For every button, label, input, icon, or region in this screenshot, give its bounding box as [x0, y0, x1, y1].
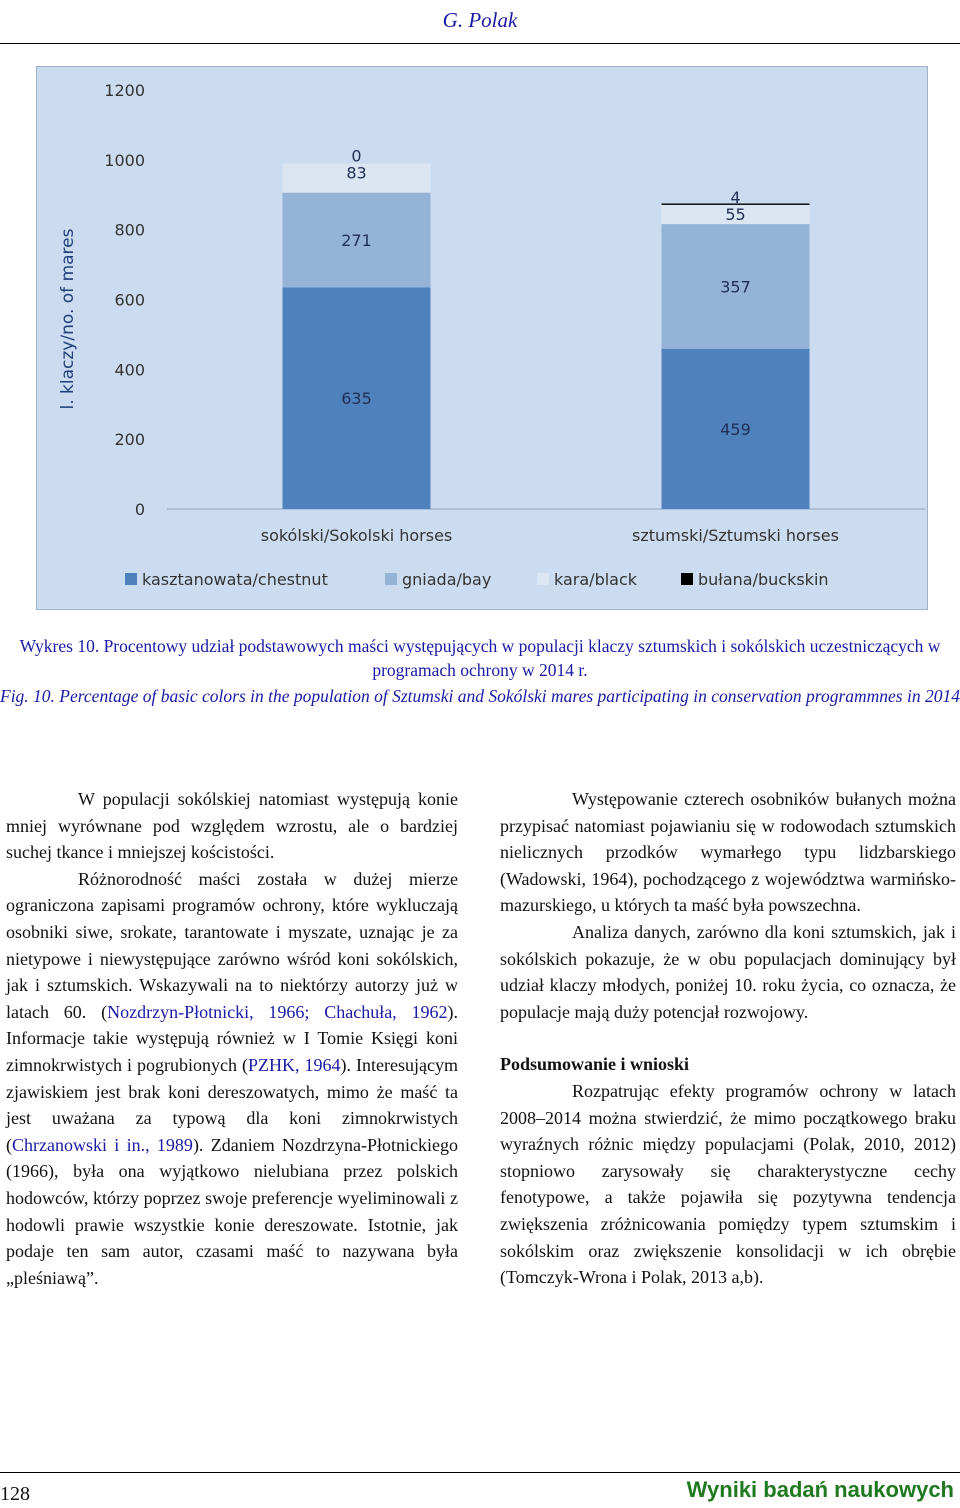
y-tick-label: 400 [114, 360, 145, 380]
figure-caption-english: Fig. 10. Percentage of basic colors in the population of Sztumski and Sokólski mares participating in conservation programmnes in 2014 [0, 686, 960, 706]
legend-label: kasztanowata/chestnut [142, 570, 328, 589]
paragraph: W populacji sokólskiej natomiast występują konie mniej wyrównane pod względem wzrostu, ale o bardziej suchej tkance i mniejszej kościstości. [6, 789, 458, 863]
footer-divider [0, 1472, 960, 1473]
y-tick-label: 200 [114, 430, 145, 450]
text-span: ). Zdaniem Nozdrzyna-Płotnickiego (1966), była ona wyjątkowo nielubiana przez polskich hodowców, którzy poprzez swoje preferencje wyeliminowali z hodowli prawie wszystkie konie dereszowate. Istotnie, jak podaje ten sam autor, czasami maść to nazywana była „pleśniawą”. [6, 1134, 458, 1288]
x-category-label: sokólski/Sokolski horses [260, 526, 453, 545]
data-label: 55 [725, 204, 746, 224]
legend-swatch [125, 573, 137, 585]
legend-swatch [681, 573, 693, 585]
data-label: 459 [720, 419, 751, 439]
data-label: 0 [351, 146, 362, 166]
left-text-column [6, 786, 458, 1291]
y-tick-label: 0 [134, 500, 145, 519]
header-divider [0, 43, 960, 44]
figure-caption-polish: Wykres 10. Procentowy udział podstawowych maści występujących w populacji klaczy sztumskich i sokólskich uczestniczących w programach ochrony w 2014 r. [19, 636, 941, 680]
paragraph: Analiza danych, zarówno dla koni sztumskich, jak i sokólskich pokazuje, że w obu populacjach dominujący był udział klaczy młodych, poniżej 10. roku życia, co oznacza, że populacje mają duży potencjał rozwojowy. [500, 921, 956, 1022]
y-tick-label: 1000 [104, 150, 145, 170]
right-text-column [500, 786, 956, 1291]
page-number: 128 [0, 1483, 30, 1505]
journal-title: Wyniki badań naukowych [686, 1477, 954, 1502]
legend-label: bułana/buckskin [698, 570, 829, 589]
citation: Chrzanowski i in., 1989 [12, 1134, 193, 1155]
stacked-bar-chart [36, 66, 928, 610]
data-label: 83 [346, 163, 367, 183]
citation: Nozdrzyn-Płotnicki, 1966; Chachuła, 1962 [107, 1001, 448, 1022]
legend-swatch [385, 573, 397, 585]
running-header-author: G. Polak [442, 8, 518, 32]
paragraph: Występowanie czterech osobników bułanych można przypisać natomiast pojawianiu się w rodowodach sztumskich nielicznych przodków wymarłego typu lidzbarskiego (Wadowski, 1964), pochodzącego z województwa warmińsko-mazurskiego, u których ta maść była powszechna. [500, 789, 956, 916]
paragraph: Rozpatrując efekty programów ochrony w latach 2008–2014 można stwierdzić, że mimo początkowego braku wyraźnych różnic między populacjami (Polak, 2010, 2012) stopniowo zarysowały się charakterystyczne cechy fenotypowe, a także pojawiła się pozytywna tendencja zwiększenia zróżnicowania pomiędzy typem sztumskim i sokólskim oraz zwiększenie konsolidacji w ich obrębie (Tomczyk-Wrona i Polak, 2013 a,b). [500, 1080, 956, 1288]
y-tick-label: 600 [114, 290, 145, 310]
section-heading: Podsumowanie i wnioski [500, 1054, 690, 1075]
text-span: ). Informacje takie występują również w I Tomie Księgi koni zimnokrwistych i pogrubionych ( [6, 1001, 459, 1075]
legend-label: kara/black [554, 570, 638, 589]
data-label: 357 [720, 277, 751, 297]
chart-canvas [37, 67, 927, 609]
data-label: 635 [341, 389, 372, 409]
legend-label: gniada/bay [402, 570, 492, 589]
y-axis-label: l. klaczy/no. of mares [58, 228, 78, 410]
y-tick-label: 800 [114, 220, 145, 240]
data-label: 4 [730, 187, 741, 207]
citation: PZHK, 1964 [248, 1054, 341, 1075]
legend-swatch [537, 573, 549, 585]
data-label: 271 [341, 230, 372, 250]
x-category-label: sztumski/Sztumski horses [632, 526, 839, 545]
text-span: Różnorodność maści została w dużej mierze ograniczona zapisami programów ochrony, które wykluczają osobniki siwe, srokate, tarantowate i myszate, uznając je za nietypowe i niewystępujące zarówno wśród koni sokólskich, jak i sztumskich. Wskazywali na to niektórzy autorzy już w latach 60. ( [6, 868, 458, 1022]
y-tick-label: 1200 [104, 81, 145, 100]
text-span: ). Interesującym zjawiskiem jest brak koni dereszowatych, mimo że maść ta jest uważana za typową dla koni zimnokrwistych ( [6, 1054, 458, 1155]
paragraph [6, 866, 458, 1292]
